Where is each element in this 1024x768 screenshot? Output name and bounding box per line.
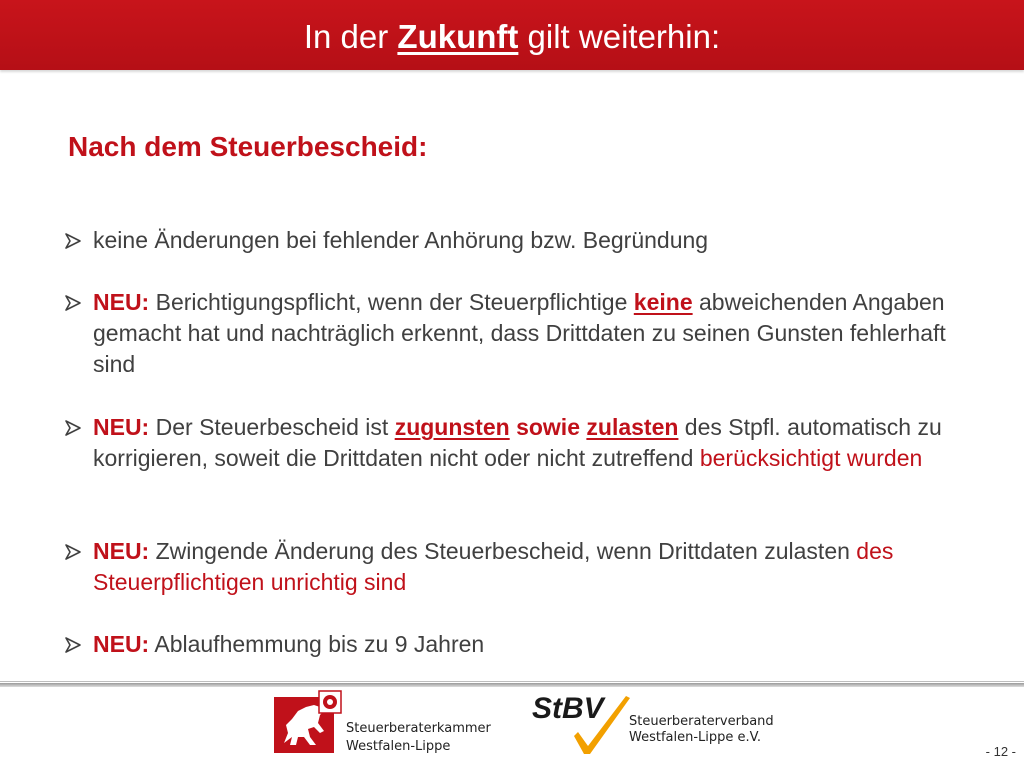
title-highlight: Zukunft <box>397 18 519 55</box>
bullet-text: NEU: Der Steuerbescheid ist zugunsten sowie zulasten des Stpfl. automatisch zu korrigieren, soweit die Drittdaten nicht oder nicht zutreffend berücksichtigt wurden <box>93 414 942 471</box>
emphasis-keine: keine <box>633 289 693 315</box>
page-number: - 12 - <box>985 744 1016 759</box>
neu-label: NEU: <box>93 538 150 564</box>
bullet-text: keine Änderungen bei fehlender Anhörung bzw. Begründung <box>93 227 709 253</box>
arrow-bullet-icon <box>64 419 82 437</box>
stbv-checkmark-logo <box>532 692 632 756</box>
verband-logo-text: Steuerberaterverband Westfalen-Lippe e.V. <box>629 714 774 745</box>
neu-label: NEU: <box>93 289 150 315</box>
arrow-bullet-icon <box>64 636 82 654</box>
slide-title <box>0 0 1024 70</box>
title-text-pre: In der <box>303 18 398 55</box>
bullet-text: NEU: Ablaufhemmung bis zu 9 Jahren <box>93 631 485 657</box>
kammer-logo-text: Steuerberaterkammer Westfalen-Lippe <box>346 721 491 754</box>
footer-divider-top <box>0 681 1024 682</box>
bullet-text: NEU: Berichtigungspflicht, wenn der Steuerpflichtige keine abweichenden Angaben gemacht hat und nachträglich erkennt, dass Drittdaten zu seinen Gunsten fehlerhaft sind <box>93 289 946 377</box>
footer-divider <box>0 683 1024 687</box>
arrow-bullet-icon <box>64 294 82 312</box>
bullet-text: NEU: Zwingende Änderung des Steuerbescheid, wenn Drittdaten zulasten des Steuerpflichtigen unrichtig sind <box>93 538 894 595</box>
neu-label: NEU: <box>93 631 150 657</box>
title-text-post: gilt weiterhin: <box>518 18 721 55</box>
arrow-bullet-icon <box>64 543 82 561</box>
section-heading: Nach dem Steuerbescheid: <box>68 131 428 162</box>
emphasis-zulasten: zulasten <box>586 414 679 440</box>
arrow-bullet-icon <box>64 232 82 250</box>
rose-emblem-icon <box>318 690 342 714</box>
stbv-mark-text: StBV <box>532 692 604 725</box>
emphasis-zugunsten: zugunsten <box>394 414 510 440</box>
neu-label: NEU: <box>93 414 150 440</box>
